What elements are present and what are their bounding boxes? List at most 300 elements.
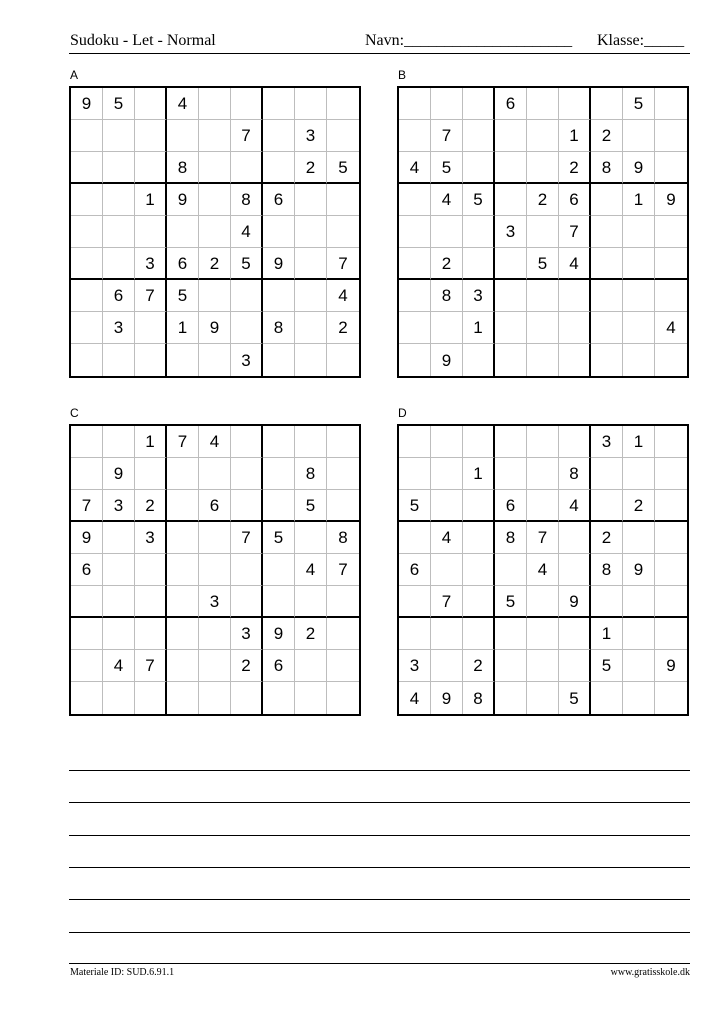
sudoku-cell[interactable] xyxy=(527,650,559,682)
sudoku-cell[interactable] xyxy=(431,554,463,586)
sudoku-cell[interactable] xyxy=(463,618,495,650)
sudoku-cell[interactable] xyxy=(295,522,327,554)
sudoku-cell[interactable] xyxy=(263,344,295,376)
sudoku-cell[interactable]: 5 xyxy=(463,184,495,216)
sudoku-cell[interactable] xyxy=(591,184,623,216)
sudoku-cell[interactable]: 7 xyxy=(231,522,263,554)
sudoku-cell[interactable]: 9 xyxy=(623,554,655,586)
sudoku-cell[interactable]: 1 xyxy=(167,312,199,344)
sudoku-cell[interactable]: 5 xyxy=(327,152,359,184)
sudoku-cell[interactable]: 8 xyxy=(591,152,623,184)
sudoku-cell[interactable] xyxy=(327,426,359,458)
sudoku-cell[interactable] xyxy=(591,458,623,490)
sudoku-cell[interactable] xyxy=(263,280,295,312)
sudoku-cell[interactable] xyxy=(135,458,167,490)
sudoku-cell[interactable]: 7 xyxy=(527,522,559,554)
sudoku-cell[interactable] xyxy=(327,216,359,248)
sudoku-cell[interactable] xyxy=(399,522,431,554)
sudoku-cell[interactable]: 2 xyxy=(463,650,495,682)
sudoku-cell[interactable] xyxy=(591,248,623,280)
sudoku-cell[interactable] xyxy=(431,426,463,458)
sudoku-cell[interactable] xyxy=(167,120,199,152)
sudoku-cell[interactable] xyxy=(559,522,591,554)
sudoku-cell[interactable]: 5 xyxy=(263,522,295,554)
sudoku-cell[interactable]: 9 xyxy=(199,312,231,344)
sudoku-cell[interactable] xyxy=(431,458,463,490)
sudoku-cell[interactable]: 7 xyxy=(71,490,103,522)
sudoku-cell[interactable] xyxy=(623,216,655,248)
sudoku-cell[interactable] xyxy=(327,650,359,682)
sudoku-cell[interactable] xyxy=(623,344,655,376)
sudoku-cell[interactable] xyxy=(295,682,327,714)
sudoku-cell[interactable]: 7 xyxy=(327,554,359,586)
sudoku-cell[interactable] xyxy=(431,88,463,120)
sudoku-cell[interactable] xyxy=(199,184,231,216)
sudoku-cell[interactable] xyxy=(71,152,103,184)
sudoku-cell[interactable] xyxy=(71,426,103,458)
name-field[interactable]: Navn:_____________________ xyxy=(365,32,573,49)
sudoku-cell[interactable] xyxy=(495,554,527,586)
sudoku-cell[interactable] xyxy=(199,618,231,650)
writing-line[interactable] xyxy=(69,932,690,933)
sudoku-cell[interactable]: 2 xyxy=(591,522,623,554)
sudoku-cell[interactable]: 7 xyxy=(167,426,199,458)
sudoku-cell[interactable]: 3 xyxy=(231,344,263,376)
sudoku-cell[interactable] xyxy=(103,344,135,376)
sudoku-cell[interactable] xyxy=(527,216,559,248)
sudoku-cell[interactable] xyxy=(463,120,495,152)
sudoku-cell[interactable] xyxy=(135,88,167,120)
sudoku-cell[interactable] xyxy=(399,120,431,152)
sudoku-cell[interactable]: 7 xyxy=(135,280,167,312)
sudoku-cell[interactable] xyxy=(495,618,527,650)
sudoku-cell[interactable] xyxy=(431,312,463,344)
sudoku-cell[interactable] xyxy=(135,120,167,152)
sudoku-cell[interactable] xyxy=(199,458,231,490)
sudoku-cell[interactable]: 5 xyxy=(527,248,559,280)
sudoku-cell[interactable] xyxy=(167,682,199,714)
sudoku-cell[interactable]: 4 xyxy=(399,152,431,184)
sudoku-cell[interactable] xyxy=(199,344,231,376)
sudoku-cell[interactable]: 9 xyxy=(431,682,463,714)
sudoku-cell[interactable] xyxy=(655,344,687,376)
sudoku-cell[interactable] xyxy=(103,184,135,216)
sudoku-cell[interactable]: 8 xyxy=(591,554,623,586)
sudoku-cell[interactable] xyxy=(655,248,687,280)
sudoku-cell[interactable]: 5 xyxy=(231,248,263,280)
sudoku-cell[interactable] xyxy=(399,458,431,490)
sudoku-cell[interactable] xyxy=(199,280,231,312)
sudoku-cell[interactable] xyxy=(199,120,231,152)
sudoku-cell[interactable] xyxy=(295,426,327,458)
sudoku-cell[interactable] xyxy=(295,280,327,312)
sudoku-cell[interactable] xyxy=(463,88,495,120)
sudoku-cell[interactable] xyxy=(495,120,527,152)
sudoku-cell[interactable] xyxy=(263,426,295,458)
sudoku-cell[interactable] xyxy=(231,458,263,490)
sudoku-cell[interactable] xyxy=(463,152,495,184)
sudoku-cell[interactable]: 9 xyxy=(103,458,135,490)
sudoku-cell[interactable] xyxy=(623,650,655,682)
sudoku-cell[interactable] xyxy=(399,426,431,458)
sudoku-cell[interactable] xyxy=(263,490,295,522)
sudoku-cell[interactable]: 8 xyxy=(463,682,495,714)
sudoku-cell[interactable] xyxy=(295,344,327,376)
sudoku-cell[interactable] xyxy=(559,554,591,586)
sudoku-cell[interactable]: 4 xyxy=(231,216,263,248)
sudoku-cell[interactable] xyxy=(655,586,687,618)
sudoku-cell[interactable] xyxy=(399,618,431,650)
sudoku-cell[interactable] xyxy=(559,618,591,650)
sudoku-cell[interactable]: 4 xyxy=(431,522,463,554)
sudoku-cell[interactable]: 3 xyxy=(295,120,327,152)
sudoku-cell[interactable] xyxy=(295,248,327,280)
sudoku-cell[interactable] xyxy=(135,682,167,714)
sudoku-cell[interactable] xyxy=(623,682,655,714)
sudoku-cell[interactable]: 4 xyxy=(431,184,463,216)
sudoku-cell[interactable]: 5 xyxy=(103,88,135,120)
sudoku-cell[interactable] xyxy=(591,312,623,344)
sudoku-cell[interactable] xyxy=(103,522,135,554)
sudoku-cell[interactable]: 7 xyxy=(431,586,463,618)
sudoku-cell[interactable] xyxy=(231,586,263,618)
sudoku-cell[interactable] xyxy=(167,618,199,650)
sudoku-cell[interactable] xyxy=(431,216,463,248)
sudoku-cell[interactable]: 7 xyxy=(327,248,359,280)
sudoku-cell[interactable]: 5 xyxy=(591,650,623,682)
sudoku-cell[interactable]: 6 xyxy=(495,88,527,120)
sudoku-cell[interactable]: 5 xyxy=(559,682,591,714)
sudoku-cell[interactable]: 1 xyxy=(463,312,495,344)
sudoku-cell[interactable] xyxy=(527,280,559,312)
sudoku-cell[interactable] xyxy=(103,586,135,618)
sudoku-cell[interactable] xyxy=(431,618,463,650)
sudoku-cell[interactable] xyxy=(327,586,359,618)
sudoku-cell[interactable] xyxy=(655,426,687,458)
sudoku-cell[interactable] xyxy=(231,554,263,586)
sudoku-cell[interactable]: 3 xyxy=(463,280,495,312)
sudoku-cell[interactable] xyxy=(655,216,687,248)
sudoku-cell[interactable] xyxy=(327,618,359,650)
sudoku-cell[interactable] xyxy=(623,458,655,490)
sudoku-cell[interactable]: 1 xyxy=(559,120,591,152)
sudoku-cell[interactable] xyxy=(135,554,167,586)
sudoku-cell[interactable]: 5 xyxy=(623,88,655,120)
sudoku-cell[interactable] xyxy=(327,458,359,490)
sudoku-cell[interactable] xyxy=(399,280,431,312)
sudoku-cell[interactable] xyxy=(527,458,559,490)
sudoku-cell[interactable] xyxy=(591,88,623,120)
sudoku-cell[interactable]: 7 xyxy=(431,120,463,152)
sudoku-cell[interactable]: 6 xyxy=(199,490,231,522)
sudoku-cell[interactable]: 8 xyxy=(231,184,263,216)
sudoku-cell[interactable] xyxy=(463,426,495,458)
sudoku-cell[interactable]: 8 xyxy=(295,458,327,490)
sudoku-cell[interactable] xyxy=(399,248,431,280)
sudoku-cell[interactable] xyxy=(527,312,559,344)
sudoku-cell[interactable] xyxy=(623,522,655,554)
sudoku-cell[interactable] xyxy=(559,426,591,458)
sudoku-cell[interactable] xyxy=(231,426,263,458)
sudoku-cell[interactable] xyxy=(527,586,559,618)
sudoku-cell[interactable]: 1 xyxy=(623,184,655,216)
sudoku-cell[interactable] xyxy=(495,650,527,682)
sudoku-cell[interactable] xyxy=(527,120,559,152)
sudoku-cell[interactable]: 4 xyxy=(199,426,231,458)
sudoku-cell[interactable]: 2 xyxy=(295,618,327,650)
sudoku-cell[interactable] xyxy=(559,344,591,376)
sudoku-cell[interactable]: 4 xyxy=(527,554,559,586)
sudoku-cell[interactable] xyxy=(591,216,623,248)
sudoku-cell[interactable] xyxy=(327,344,359,376)
sudoku-cell[interactable]: 7 xyxy=(135,650,167,682)
sudoku-cell[interactable] xyxy=(167,344,199,376)
sudoku-cell[interactable] xyxy=(327,682,359,714)
sudoku-cell[interactable]: 5 xyxy=(167,280,199,312)
sudoku-cell[interactable] xyxy=(655,280,687,312)
sudoku-cell[interactable] xyxy=(559,88,591,120)
sudoku-cell[interactable] xyxy=(655,554,687,586)
sudoku-cell[interactable]: 8 xyxy=(263,312,295,344)
sudoku-cell[interactable] xyxy=(527,426,559,458)
sudoku-cell[interactable] xyxy=(463,216,495,248)
sudoku-cell[interactable] xyxy=(655,152,687,184)
sudoku-cell[interactable] xyxy=(495,280,527,312)
sudoku-cell[interactable] xyxy=(199,682,231,714)
sudoku-cell[interactable] xyxy=(463,344,495,376)
sudoku-cell[interactable] xyxy=(591,586,623,618)
sudoku-cell[interactable] xyxy=(399,586,431,618)
sudoku-cell[interactable] xyxy=(295,650,327,682)
sudoku-cell[interactable] xyxy=(495,458,527,490)
sudoku-cell[interactable] xyxy=(655,458,687,490)
sudoku-cell[interactable] xyxy=(167,586,199,618)
sudoku-cell[interactable] xyxy=(623,280,655,312)
sudoku-cell[interactable] xyxy=(655,682,687,714)
website-link[interactable]: www.gratisskole.dk xyxy=(610,967,690,978)
sudoku-cell[interactable] xyxy=(327,490,359,522)
sudoku-cell[interactable]: 5 xyxy=(399,490,431,522)
sudoku-cell[interactable]: 8 xyxy=(559,458,591,490)
sudoku-cell[interactable] xyxy=(103,216,135,248)
sudoku-cell[interactable] xyxy=(231,280,263,312)
sudoku-cell[interactable] xyxy=(527,618,559,650)
sudoku-cell[interactable] xyxy=(527,682,559,714)
sudoku-cell[interactable] xyxy=(231,312,263,344)
sudoku-cell[interactable] xyxy=(199,554,231,586)
sudoku-cell[interactable] xyxy=(71,682,103,714)
sudoku-cell[interactable] xyxy=(263,120,295,152)
sudoku-cell[interactable]: 7 xyxy=(559,216,591,248)
sudoku-cell[interactable] xyxy=(295,312,327,344)
sudoku-cell[interactable]: 3 xyxy=(135,248,167,280)
sudoku-cell[interactable] xyxy=(399,216,431,248)
sudoku-cell[interactable]: 5 xyxy=(295,490,327,522)
sudoku-cell[interactable] xyxy=(527,490,559,522)
sudoku-cell[interactable] xyxy=(655,490,687,522)
sudoku-cell[interactable] xyxy=(263,586,295,618)
sudoku-cell[interactable] xyxy=(463,522,495,554)
sudoku-cell[interactable] xyxy=(295,88,327,120)
sudoku-cell[interactable] xyxy=(263,554,295,586)
sudoku-cell[interactable]: 8 xyxy=(327,522,359,554)
sudoku-cell[interactable]: 4 xyxy=(167,88,199,120)
sudoku-cell[interactable] xyxy=(463,586,495,618)
sudoku-cell[interactable] xyxy=(199,650,231,682)
sudoku-cell[interactable] xyxy=(399,88,431,120)
sudoku-cell[interactable]: 4 xyxy=(559,490,591,522)
sudoku-cell[interactable] xyxy=(167,490,199,522)
sudoku-cell[interactable]: 4 xyxy=(655,312,687,344)
sudoku-cell[interactable] xyxy=(231,88,263,120)
sudoku-cell[interactable] xyxy=(231,682,263,714)
sudoku-cell[interactable] xyxy=(623,248,655,280)
sudoku-cell[interactable] xyxy=(399,184,431,216)
sudoku-cell[interactable] xyxy=(71,312,103,344)
sudoku-cell[interactable]: 9 xyxy=(71,522,103,554)
sudoku-cell[interactable] xyxy=(103,618,135,650)
sudoku-cell[interactable] xyxy=(527,88,559,120)
sudoku-cell[interactable] xyxy=(495,184,527,216)
sudoku-cell[interactable]: 4 xyxy=(559,248,591,280)
sudoku-cell[interactable] xyxy=(295,216,327,248)
sudoku-cell[interactable]: 3 xyxy=(199,586,231,618)
sudoku-cell[interactable] xyxy=(103,248,135,280)
sudoku-cell[interactable] xyxy=(431,650,463,682)
sudoku-cell[interactable]: 6 xyxy=(559,184,591,216)
sudoku-cell[interactable] xyxy=(527,152,559,184)
sudoku-cell[interactable]: 6 xyxy=(263,650,295,682)
sudoku-cell[interactable] xyxy=(591,682,623,714)
writing-line[interactable] xyxy=(69,770,690,771)
sudoku-cell[interactable] xyxy=(167,522,199,554)
sudoku-cell[interactable]: 5 xyxy=(431,152,463,184)
sudoku-cell[interactable] xyxy=(135,312,167,344)
sudoku-cell[interactable]: 4 xyxy=(399,682,431,714)
sudoku-cell[interactable] xyxy=(71,184,103,216)
sudoku-cell[interactable] xyxy=(167,458,199,490)
sudoku-cell[interactable] xyxy=(527,344,559,376)
sudoku-cell[interactable] xyxy=(495,344,527,376)
sudoku-cell[interactable]: 8 xyxy=(431,280,463,312)
sudoku-cell[interactable]: 1 xyxy=(591,618,623,650)
sudoku-cell[interactable] xyxy=(71,344,103,376)
sudoku-cell[interactable] xyxy=(71,280,103,312)
sudoku-cell[interactable] xyxy=(103,554,135,586)
sudoku-cell[interactable] xyxy=(655,120,687,152)
sudoku-cell[interactable] xyxy=(167,554,199,586)
writing-line[interactable] xyxy=(69,802,690,803)
sudoku-cell[interactable] xyxy=(591,490,623,522)
sudoku-cell[interactable] xyxy=(623,120,655,152)
sudoku-cell[interactable]: 6 xyxy=(263,184,295,216)
sudoku-cell[interactable]: 2 xyxy=(199,248,231,280)
sudoku-cell[interactable]: 8 xyxy=(495,522,527,554)
sudoku-cell[interactable]: 8 xyxy=(167,152,199,184)
sudoku-cell[interactable] xyxy=(135,618,167,650)
sudoku-cell[interactable]: 6 xyxy=(103,280,135,312)
sudoku-cell[interactable] xyxy=(103,682,135,714)
sudoku-cell[interactable] xyxy=(135,216,167,248)
sudoku-cell[interactable] xyxy=(71,216,103,248)
sudoku-cell[interactable] xyxy=(199,216,231,248)
sudoku-cell[interactable] xyxy=(655,522,687,554)
sudoku-cell[interactable] xyxy=(559,312,591,344)
writing-line[interactable] xyxy=(69,835,690,836)
sudoku-cell[interactable]: 4 xyxy=(103,650,135,682)
sudoku-cell[interactable] xyxy=(623,312,655,344)
sudoku-cell[interactable]: 4 xyxy=(295,554,327,586)
sudoku-cell[interactable]: 9 xyxy=(623,152,655,184)
sudoku-cell[interactable]: 9 xyxy=(431,344,463,376)
sudoku-cell[interactable] xyxy=(495,152,527,184)
sudoku-cell[interactable]: 3 xyxy=(591,426,623,458)
sudoku-cell[interactable] xyxy=(655,88,687,120)
sudoku-cell[interactable]: 2 xyxy=(231,650,263,682)
sudoku-cell[interactable]: 6 xyxy=(495,490,527,522)
sudoku-cell[interactable]: 9 xyxy=(655,184,687,216)
sudoku-cell[interactable] xyxy=(655,618,687,650)
sudoku-cell[interactable]: 2 xyxy=(591,120,623,152)
sudoku-cell[interactable] xyxy=(199,522,231,554)
sudoku-cell[interactable] xyxy=(71,586,103,618)
sudoku-cell[interactable] xyxy=(495,312,527,344)
sudoku-cell[interactable] xyxy=(103,120,135,152)
sudoku-cell[interactable] xyxy=(71,618,103,650)
writing-line[interactable] xyxy=(69,867,690,868)
sudoku-cell[interactable]: 2 xyxy=(559,152,591,184)
sudoku-cell[interactable]: 9 xyxy=(655,650,687,682)
sudoku-cell[interactable]: 9 xyxy=(263,248,295,280)
sudoku-cell[interactable] xyxy=(495,248,527,280)
sudoku-cell[interactable] xyxy=(327,88,359,120)
sudoku-cell[interactable] xyxy=(495,426,527,458)
sudoku-cell[interactable] xyxy=(103,152,135,184)
sudoku-cell[interactable]: 9 xyxy=(559,586,591,618)
sudoku-cell[interactable]: 3 xyxy=(231,618,263,650)
sudoku-cell[interactable]: 6 xyxy=(71,554,103,586)
sudoku-cell[interactable] xyxy=(623,618,655,650)
sudoku-cell[interactable]: 5 xyxy=(495,586,527,618)
sudoku-cell[interactable] xyxy=(167,216,199,248)
sudoku-cell[interactable]: 9 xyxy=(71,88,103,120)
sudoku-cell[interactable]: 3 xyxy=(103,312,135,344)
sudoku-cell[interactable]: 1 xyxy=(623,426,655,458)
sudoku-cell[interactable]: 3 xyxy=(103,490,135,522)
sudoku-cell[interactable] xyxy=(103,426,135,458)
sudoku-cell[interactable] xyxy=(463,248,495,280)
sudoku-cell[interactable] xyxy=(591,280,623,312)
sudoku-cell[interactable]: 2 xyxy=(431,248,463,280)
sudoku-cell[interactable]: 2 xyxy=(327,312,359,344)
sudoku-cell[interactable]: 3 xyxy=(495,216,527,248)
sudoku-cell[interactable]: 2 xyxy=(623,490,655,522)
sudoku-cell[interactable] xyxy=(71,248,103,280)
sudoku-cell[interactable] xyxy=(231,490,263,522)
sudoku-cell[interactable] xyxy=(263,152,295,184)
sudoku-cell[interactable]: 9 xyxy=(263,618,295,650)
sudoku-cell[interactable] xyxy=(495,682,527,714)
sudoku-cell[interactable]: 1 xyxy=(463,458,495,490)
sudoku-cell[interactable] xyxy=(263,88,295,120)
sudoku-cell[interactable]: 3 xyxy=(399,650,431,682)
sudoku-cell[interactable] xyxy=(399,344,431,376)
sudoku-cell[interactable]: 6 xyxy=(167,248,199,280)
sudoku-cell[interactable] xyxy=(431,490,463,522)
sudoku-cell[interactable] xyxy=(559,650,591,682)
sudoku-cell[interactable]: 7 xyxy=(231,120,263,152)
sudoku-cell[interactable] xyxy=(463,490,495,522)
